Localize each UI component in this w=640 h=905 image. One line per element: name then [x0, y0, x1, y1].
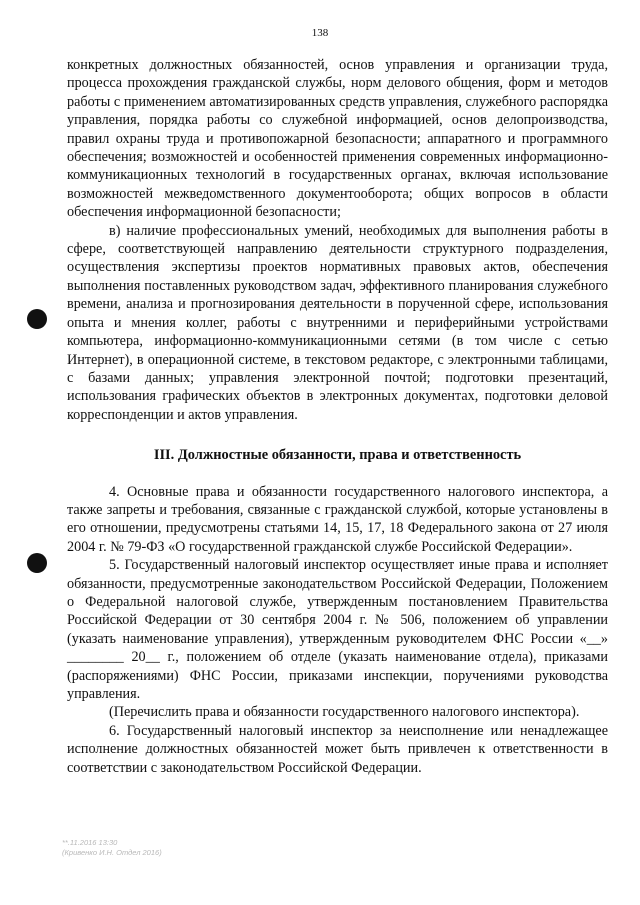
punch-hole-icon	[27, 553, 47, 573]
section-heading: III. Должностные обязанности, права и ответственность	[153, 447, 522, 464]
paragraph: (Перечислить права и обязанности государственного налогового инспектора).	[109, 704, 580, 721]
paragraph: 5. Государственный налоговый инспектор осуществляет иные права и исполняет обязанности, предусмотренные законодательством Российской Федерации, Положением о Федеральной налоговой службе, утвержденным постановлением Правительства Российской Федерации от 30 сентября 2004 г. № 506, положением об управлении (указать наименование управления), утвержденным руководителем ФНС России «__» ________ 20__ г., положением об отделе (указать наименование отдела), приказами (распоряжениями) ФНС России, приказами инспекции, поручениями руководства управления.	[67, 557, 608, 702]
paragraph: 6. Государственный налоговый инспектор за неисполнение или ненадлежащее исполнение должностных обязанностей может быть привлечен к ответственности в соответствии с законодательством Российской Федерации.	[67, 722, 608, 776]
footer-stamp	[62, 838, 162, 858]
document-body	[67, 56, 608, 777]
paragraph: конкретных должностных обязанностей, основ управления и организации труда, процесса прохождения гражданской службы, норм делового общения, форм и методов работы с применением автоматизированных средств управления, служебного распорядка управления, порядка работы со служебной информацией, основ делопроизводства, правил охраны труда и противопожарной безопасности; аппаратного и программного обеспечения; возможностей и особенностей применения современных информационно-коммуникационных технологий в государственных органах, включая использование возможностей межведомственного документооборота; общих вопросов в области обеспечения информационной безопасности;	[67, 57, 608, 221]
footer-stamp-line: **.11.2016 13:30	[62, 838, 118, 847]
footer-stamp-line: (Кривенко И.Н. Отдел 2016)	[62, 848, 162, 857]
punch-hole-icon	[27, 309, 47, 329]
paragraph: в) наличие профессиональных умений, необходимых для выполнения работы в сфере, соответствующей направлению деятельности структурного подразделения, осуществления экспертизы проектов нормативных правовых актов, обеспечения выполнения поставленных руководством задач, эффективного планирования служебного времени, анализа и прогнозирования деятельности в порученной сфере, использования опыта и мнения коллег, работы с внутренними и периферийными устройствами компьютера, информационно-коммуникационными сетями (в том числе с сетью Интернет), в операционной системе, в текстовом редакторе, с электронными таблицами, с базами данных; управления электронной почтой; подготовки презентаций, использования графических объектов в электронных документах, подготовки деловой корреспонденции и актов управления.	[67, 222, 608, 423]
paragraph: 4. Основные права и обязанности государственного налогового инспектора, а также запреты и требования, связанные с гражданской службой, которые установлены в его отношении, предусмотрены статьями 14, 15, 17, 18 Федерального закона от 27 июля 2004 г. № 79-ФЗ «О государственной гражданской службе Российской Федерации».	[67, 483, 608, 555]
page-number: 138	[311, 27, 329, 39]
